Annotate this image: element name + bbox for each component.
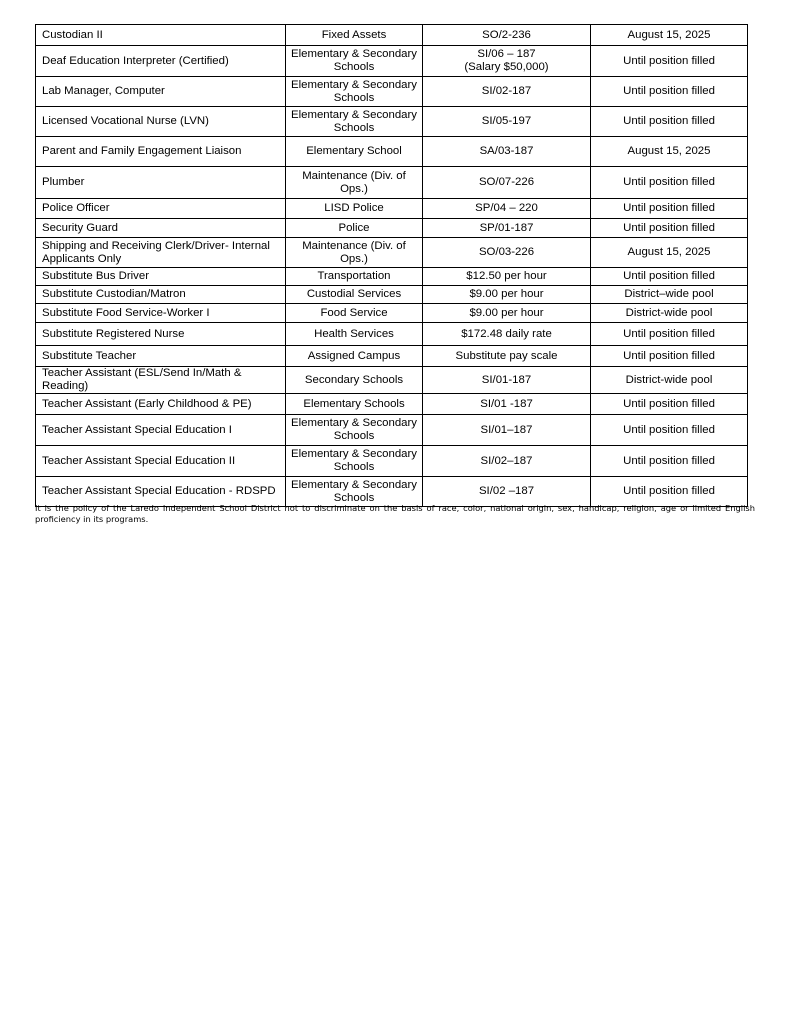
position-title-text: Substitute Bus Driver — [42, 270, 149, 282]
position-title-cell — [36, 238, 286, 268]
position-title-cell — [36, 304, 286, 323]
deadline-cell — [591, 286, 748, 304]
deadline-text: Until position filled — [623, 327, 715, 340]
table-row — [36, 167, 748, 199]
table-row — [36, 137, 748, 167]
table-row — [36, 415, 748, 446]
position-title-cell — [36, 219, 286, 238]
table-row — [36, 25, 748, 46]
pay-grade-cell — [423, 268, 591, 286]
position-title-text: Parent and Family Engagement Liaison — [42, 145, 242, 157]
pay-grade-cell — [423, 323, 591, 346]
non-discrimination-policy: It is the policy of the Laredo Independent School District not to discriminate on the basis of race, color, national origin, sex, handicap, religion, age or limited English proficiency in its programs. — [35, 503, 755, 524]
position-title-cell — [36, 446, 286, 477]
pay-grade-text: SI/01–187 — [480, 423, 533, 436]
pay-grade-text: SI/02–187 — [480, 454, 533, 467]
table-row — [36, 46, 748, 77]
job-postings-body — [36, 25, 748, 507]
pay-grade-text: SI/06 – 187 — [477, 48, 536, 60]
department-text: Elementary School — [306, 145, 402, 157]
deadline-text: Until position filled — [623, 176, 715, 188]
pay-grade-cell — [423, 304, 591, 323]
pay-grade-cell — [423, 394, 591, 415]
table-row — [36, 346, 748, 367]
table-row — [36, 77, 748, 107]
position-title-cell — [36, 137, 286, 167]
department-cell — [286, 77, 423, 107]
pay-grade-text: SI/05-197 — [481, 115, 532, 127]
department-text: Custodial Services — [306, 288, 402, 300]
position-title-text: Shipping and Receiving Clerk/Driver- Internal Applicants Only — [42, 239, 270, 265]
position-title-cell — [36, 268, 286, 286]
deadline-text: August 15, 2025 — [627, 246, 711, 258]
deadline-cell — [591, 107, 748, 137]
table-row — [36, 286, 748, 304]
deadline-cell — [591, 238, 748, 268]
deadline-text: Until position filled — [623, 221, 715, 234]
department-text: Elementary & Secondary Schools — [291, 478, 417, 504]
department-text: Elementary Schools — [303, 397, 405, 410]
department-text: Food Service — [320, 306, 388, 319]
department-text: Assigned Campus — [307, 349, 401, 362]
department-text: Maintenance (Div. of Ops.) — [302, 169, 406, 195]
deadline-text: Until position filled — [623, 349, 715, 362]
department-cell — [286, 477, 423, 507]
department-cell — [286, 199, 423, 219]
table-row — [36, 268, 748, 286]
department-cell — [286, 346, 423, 367]
pay-grade-cell — [423, 137, 591, 167]
pay-grade-cell — [423, 477, 591, 507]
position-title-cell — [36, 367, 286, 394]
table-row — [36, 394, 748, 415]
position-title-cell — [36, 286, 286, 304]
position-title-cell — [36, 25, 286, 46]
position-title-text: Substitute Food Service-Worker I — [42, 306, 210, 319]
position-title-cell — [36, 167, 286, 199]
department-cell — [286, 137, 423, 167]
pay-grade-text: SA/03-187 — [479, 145, 534, 157]
position-title-cell — [36, 415, 286, 446]
pay-grade-cell — [423, 238, 591, 268]
deadline-cell — [591, 323, 748, 346]
pay-grade-text: $9.00 per hour — [469, 306, 544, 319]
deadline-cell — [591, 25, 748, 46]
pay-grade-cell — [423, 219, 591, 238]
deadline-text: Until position filled — [623, 115, 715, 127]
position-title-text: Plumber — [42, 176, 85, 188]
pay-grade-cell — [423, 286, 591, 304]
position-title-text: Lab Manager, Computer — [42, 85, 165, 97]
position-title-cell — [36, 346, 286, 367]
table-row — [36, 477, 748, 507]
department-cell — [286, 286, 423, 304]
department-cell — [286, 219, 423, 238]
deadline-cell — [591, 137, 748, 167]
salary-note: (Salary $50,000) — [464, 61, 549, 73]
position-title-text: Police Officer — [42, 202, 110, 214]
department-cell — [286, 367, 423, 394]
position-title-text: Teacher Assistant (ESL/Send In/Math & Reading) — [42, 367, 242, 392]
department-cell — [286, 46, 423, 77]
pay-grade-text: $9.00 per hour — [469, 288, 544, 300]
table-row — [36, 199, 748, 219]
department-cell — [286, 394, 423, 415]
pay-grade-text: SP/04 – 220 — [475, 202, 538, 214]
pay-grade-text: SO/03-226 — [478, 246, 535, 258]
deadline-text: Until position filled — [623, 423, 715, 436]
pay-grade-text: SI/01 -187 — [480, 397, 533, 410]
pay-grade-cell — [423, 167, 591, 199]
deadline-text: Until position filled — [623, 54, 715, 67]
deadline-text: Until position filled — [623, 202, 715, 214]
table-row — [36, 446, 748, 477]
deadline-text: District-wide pool — [625, 373, 713, 386]
pay-grade-cell — [423, 367, 591, 394]
pay-grade-text: SO/07-226 — [478, 176, 535, 188]
deadline-cell — [591, 167, 748, 199]
department-cell — [286, 446, 423, 477]
department-text: Secondary Schools — [304, 373, 404, 386]
position-title-text: Substitute Custodian/Matron — [42, 288, 186, 300]
department-cell — [286, 25, 423, 46]
pay-grade-text: $12.50 per hour — [466, 270, 547, 282]
position-title-cell — [36, 394, 286, 415]
deadline-text: Until position filled — [623, 397, 715, 410]
department-text: Elementary & Secondary Schools — [291, 417, 417, 442]
department-cell — [286, 415, 423, 446]
pay-grade-text: SI/02-187 — [481, 85, 532, 97]
pay-grade-text: SO/2-236 — [482, 28, 531, 41]
pay-grade-cell — [423, 346, 591, 367]
position-title-text: Substitute Teacher — [42, 349, 137, 362]
department-cell — [286, 238, 423, 268]
pay-grade-text: $172.48 daily rate — [461, 327, 552, 340]
table-row — [36, 323, 748, 346]
pay-grade-text: SI/02 –187 — [478, 485, 535, 497]
deadline-text: Until position filled — [623, 85, 715, 97]
pay-grade-cell — [423, 77, 591, 107]
pay-grade-text: Substitute pay scale — [455, 349, 558, 362]
position-title-text: Licensed Vocational Nurse (LVN) — [42, 115, 209, 127]
table-row — [36, 367, 748, 394]
department-text: Elementary & Secondary Schools — [291, 448, 417, 473]
pay-grade-cell — [423, 25, 591, 46]
deadline-cell — [591, 394, 748, 415]
department-cell — [286, 304, 423, 323]
pay-grade-cell — [423, 199, 591, 219]
department-text: Fixed Assets — [321, 28, 387, 41]
deadline-text: District-wide pool — [625, 306, 713, 319]
department-text: Transportation — [317, 270, 391, 282]
table-row — [36, 304, 748, 323]
position-title-text: Deaf Education Interpreter (Certified) — [42, 54, 229, 67]
table-row — [36, 219, 748, 238]
deadline-cell — [591, 477, 748, 507]
deadline-text: District–wide pool — [624, 288, 714, 300]
department-text: Maintenance (Div. of Ops.) — [302, 239, 406, 265]
position-title-text: Custodian II — [42, 28, 103, 41]
department-text: Health Services — [314, 327, 394, 340]
table-row — [36, 238, 748, 268]
department-cell — [286, 323, 423, 346]
department-text: Elementary & Secondary Schools — [291, 78, 417, 104]
deadline-cell — [591, 415, 748, 446]
deadline-text: Until position filled — [623, 485, 715, 497]
position-title-text: Teacher Assistant Special Education - RDSPD — [42, 485, 276, 497]
position-title-text: Security Guard — [42, 221, 118, 234]
table-row — [36, 107, 748, 137]
deadline-cell — [591, 219, 748, 238]
department-cell — [286, 107, 423, 137]
position-title-cell — [36, 477, 286, 507]
deadline-cell — [591, 268, 748, 286]
deadline-cell — [591, 346, 748, 367]
job-postings-table — [35, 24, 748, 507]
department-text: Police — [338, 221, 370, 234]
pay-grade-cell — [423, 446, 591, 477]
position-title-cell — [36, 199, 286, 219]
position-title-text: Substitute Registered Nurse — [42, 327, 185, 340]
pay-grade-text: SP/01-187 — [479, 221, 534, 234]
department-cell — [286, 268, 423, 286]
deadline-text: Until position filled — [623, 270, 715, 282]
deadline-text: Until position filled — [623, 454, 715, 467]
pay-grade-cell — [423, 46, 591, 77]
position-title-text: Teacher Assistant Special Education I — [42, 423, 232, 436]
position-title-cell — [36, 77, 286, 107]
deadline-cell — [591, 46, 748, 77]
position-title-cell — [36, 107, 286, 137]
position-title-cell — [36, 323, 286, 346]
department-text: Elementary & Secondary Schools — [291, 48, 417, 73]
deadline-cell — [591, 446, 748, 477]
deadline-cell — [591, 77, 748, 107]
position-title-text: Teacher Assistant (Early Childhood & PE) — [42, 397, 252, 410]
position-title-cell — [36, 46, 286, 77]
pay-grade-cell — [423, 107, 591, 137]
deadline-cell — [591, 199, 748, 219]
position-title-text: Teacher Assistant Special Education II — [42, 454, 236, 467]
deadline-cell — [591, 304, 748, 323]
pay-grade-cell — [423, 415, 591, 446]
department-text: Elementary & Secondary Schools — [291, 108, 417, 134]
pay-grade-text: SI/01-187 — [481, 373, 532, 386]
department-text: LISD Police — [324, 202, 384, 214]
deadline-text: August 15, 2025 — [627, 28, 711, 41]
deadline-text: August 15, 2025 — [627, 145, 711, 157]
department-cell — [286, 167, 423, 199]
deadline-cell — [591, 367, 748, 394]
